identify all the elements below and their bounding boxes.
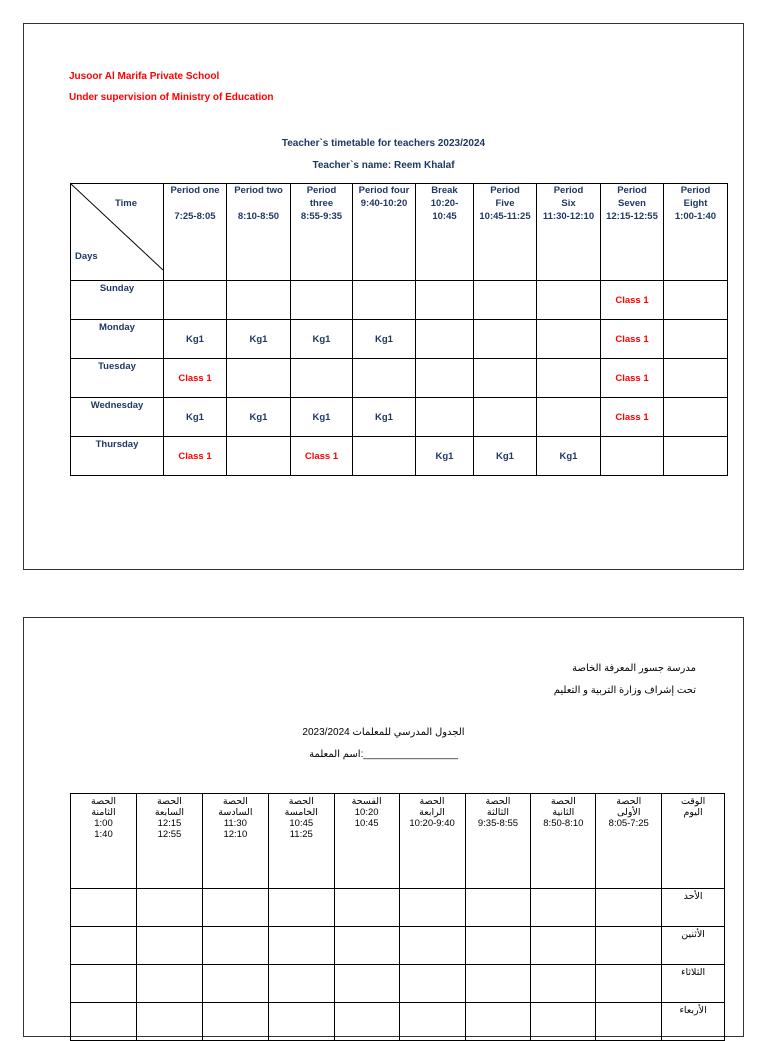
table-row — [71, 359, 728, 398]
schedule-cell — [474, 281, 537, 320]
schedule-cell — [474, 359, 537, 398]
arabic-corner-time: الوقت — [680, 796, 706, 807]
schedule-cell — [664, 359, 728, 398]
arabic-school-name: مدرسة جسور المعرفة الخاصة — [572, 663, 696, 674]
day-cell: Sunday — [71, 281, 164, 320]
schedule-cell: Kg1 — [227, 398, 291, 437]
schedule-cell: Kg1 — [291, 398, 353, 437]
schedule-cell — [531, 927, 596, 965]
schedule-cell — [202, 965, 268, 1003]
schedule-cell — [164, 281, 227, 320]
schedule-cell — [268, 1003, 334, 1041]
schedule-cell — [416, 398, 474, 437]
corner-cell — [71, 184, 164, 281]
schedule-cell — [465, 965, 531, 1003]
schedule-cell — [268, 927, 334, 965]
schedule-cell — [416, 320, 474, 359]
schedule-cell: Kg1 — [537, 437, 601, 476]
timetable-title: Teacher`s timetable for teachers 2023/2024 — [281, 138, 486, 149]
schedule-cell — [202, 1003, 268, 1041]
schedule-cell — [353, 359, 416, 398]
header-period-seven: Period Seven 12:15-12:55 — [601, 184, 664, 281]
schedule-cell — [137, 889, 203, 927]
schedule-cell — [537, 359, 601, 398]
arabic-teacher-name: _________________:اسم المعلمة — [309, 749, 458, 760]
schedule-cell — [291, 281, 353, 320]
schedule-cell — [227, 437, 291, 476]
arabic-day-cell: الأثنين — [662, 927, 725, 965]
schedule-cell: Kg1 — [164, 320, 227, 359]
schedule-cell — [664, 281, 728, 320]
day-cell: Thursday — [71, 437, 164, 476]
schedule-cell — [664, 320, 728, 359]
header-period-four: Period four 9:40-10:20 — [353, 184, 416, 281]
arabic-header-cell: الحصة الخامسة 10:45 11:25 — [268, 794, 334, 889]
schedule-cell — [137, 965, 203, 1003]
arabic-corner-days: اليوم — [683, 807, 703, 818]
english-timetable-page — [23, 23, 744, 570]
schedule-cell — [596, 927, 662, 965]
arabic-header-cell: الحصة الثانية 8:50-8:10 — [531, 794, 596, 889]
arabic-timetable-title: الجدول المدرسي للمعلمات 2023/2024 — [302, 727, 465, 738]
arabic-header-cell: الحصة الثامنة 1:00 1:40 — [71, 794, 137, 889]
schedule-cell: Class 1 — [164, 359, 227, 398]
schedule-cell — [268, 965, 334, 1003]
teacher-name: Teacher`s name: Reem Khalaf — [312, 160, 455, 171]
schedule-cell — [474, 398, 537, 437]
schedule-cell — [137, 927, 203, 965]
schedule-cell — [399, 927, 465, 965]
schedule-cell — [596, 889, 662, 927]
schedule-cell — [537, 398, 601, 437]
schedule-cell — [531, 889, 596, 927]
english-timetable — [70, 183, 728, 476]
schedule-cell: Kg1 — [416, 437, 474, 476]
arabic-header-cell: الحصة الثالثة 9:35-8:55 — [465, 794, 531, 889]
table-row — [71, 927, 725, 965]
header-period-five: Period Five 10:45-11:25 — [474, 184, 537, 281]
schedule-cell — [71, 927, 137, 965]
schedule-cell — [596, 965, 662, 1003]
schedule-cell — [416, 359, 474, 398]
day-cell: Tuesday — [71, 359, 164, 398]
schedule-cell: Kg1 — [291, 320, 353, 359]
arabic-timetable-page — [23, 617, 744, 1037]
schedule-cell — [465, 889, 531, 927]
schedule-cell: Kg1 — [353, 398, 416, 437]
schedule-cell — [474, 320, 537, 359]
school-name: Jusoor Al Marifa Private School — [69, 71, 220, 82]
supervision-line: Under supervision of Ministry of Education — [69, 92, 274, 103]
table-row — [71, 965, 725, 1003]
schedule-cell — [399, 965, 465, 1003]
schedule-cell — [334, 927, 399, 965]
schedule-cell — [334, 1003, 399, 1041]
schedule-cell — [465, 927, 531, 965]
schedule-cell — [664, 398, 728, 437]
arabic-header-cell: الحصة الرابعة 10:20-9:40 — [399, 794, 465, 889]
schedule-cell — [416, 281, 474, 320]
day-cell: Monday — [71, 320, 164, 359]
schedule-cell — [71, 889, 137, 927]
arabic-header-row — [71, 794, 725, 889]
header-row — [71, 184, 728, 281]
schedule-cell: Class 1 — [291, 437, 353, 476]
header-period-one: Period one 7:25-8:05 — [164, 184, 227, 281]
schedule-cell — [353, 281, 416, 320]
schedule-cell: Kg1 — [474, 437, 537, 476]
header-period-two: Period two 8:10-8:50 — [227, 184, 291, 281]
schedule-cell: Class 1 — [601, 281, 664, 320]
arabic-header-cell: الحصة السابعة 12:15 12:55 — [137, 794, 203, 889]
arabic-day-cell: الثلاثاء — [662, 965, 725, 1003]
schedule-cell — [334, 889, 399, 927]
schedule-cell — [531, 1003, 596, 1041]
schedule-cell — [268, 889, 334, 927]
schedule-cell: Class 1 — [601, 359, 664, 398]
schedule-cell: Class 1 — [601, 320, 664, 359]
schedule-cell — [227, 359, 291, 398]
table-row — [71, 398, 728, 437]
arabic-supervision-line: تحت إشراف وزارة التربية و التعليم — [553, 685, 696, 696]
header-period-six: Period Six 11:30-12:10 — [537, 184, 601, 281]
arabic-day-cell: الأحد — [662, 889, 725, 927]
arabic-header-cell: الفسحة 10:20 10:45 — [334, 794, 399, 889]
schedule-cell — [465, 1003, 531, 1041]
day-cell: Wednesday — [71, 398, 164, 437]
schedule-cell — [353, 437, 416, 476]
schedule-cell: Class 1 — [601, 398, 664, 437]
schedule-cell — [227, 281, 291, 320]
table-row — [71, 437, 728, 476]
schedule-cell — [202, 889, 268, 927]
schedule-cell — [71, 1003, 137, 1041]
table-row — [71, 320, 728, 359]
schedule-cell — [71, 965, 137, 1003]
corner-days-label: Days — [75, 251, 98, 262]
schedule-cell — [399, 889, 465, 927]
schedule-cell — [601, 437, 664, 476]
header-period-three: Period three 8:55-9:35 — [291, 184, 353, 281]
schedule-cell: Kg1 — [227, 320, 291, 359]
schedule-cell — [537, 320, 601, 359]
schedule-cell — [334, 965, 399, 1003]
table-row — [71, 1003, 725, 1041]
schedule-cell — [537, 281, 601, 320]
corner-time-label: Time — [115, 198, 138, 209]
schedule-cell: Kg1 — [353, 320, 416, 359]
arabic-day-cell: الأربعاء — [662, 1003, 725, 1041]
schedule-cell — [137, 1003, 203, 1041]
schedule-cell — [291, 359, 353, 398]
schedule-cell — [202, 927, 268, 965]
table-row — [71, 281, 728, 320]
schedule-cell: Class 1 — [164, 437, 227, 476]
table-row — [71, 889, 725, 927]
schedule-cell — [664, 437, 728, 476]
arabic-timetable — [70, 793, 725, 1041]
arabic-header-cell: الحصة السادسة 11:30 12:10 — [202, 794, 268, 889]
schedule-cell: Kg1 — [164, 398, 227, 437]
header-break: Break 10:20- 10:45 — [416, 184, 474, 281]
schedule-cell — [399, 1003, 465, 1041]
schedule-cell — [531, 965, 596, 1003]
arabic-corner-cell — [662, 794, 725, 889]
header-period-eight: Period Eight 1:00-1:40 — [664, 184, 728, 281]
schedule-cell — [596, 1003, 662, 1041]
arabic-header-cell: الحصة الأولى 8:05-7:25 — [596, 794, 662, 889]
